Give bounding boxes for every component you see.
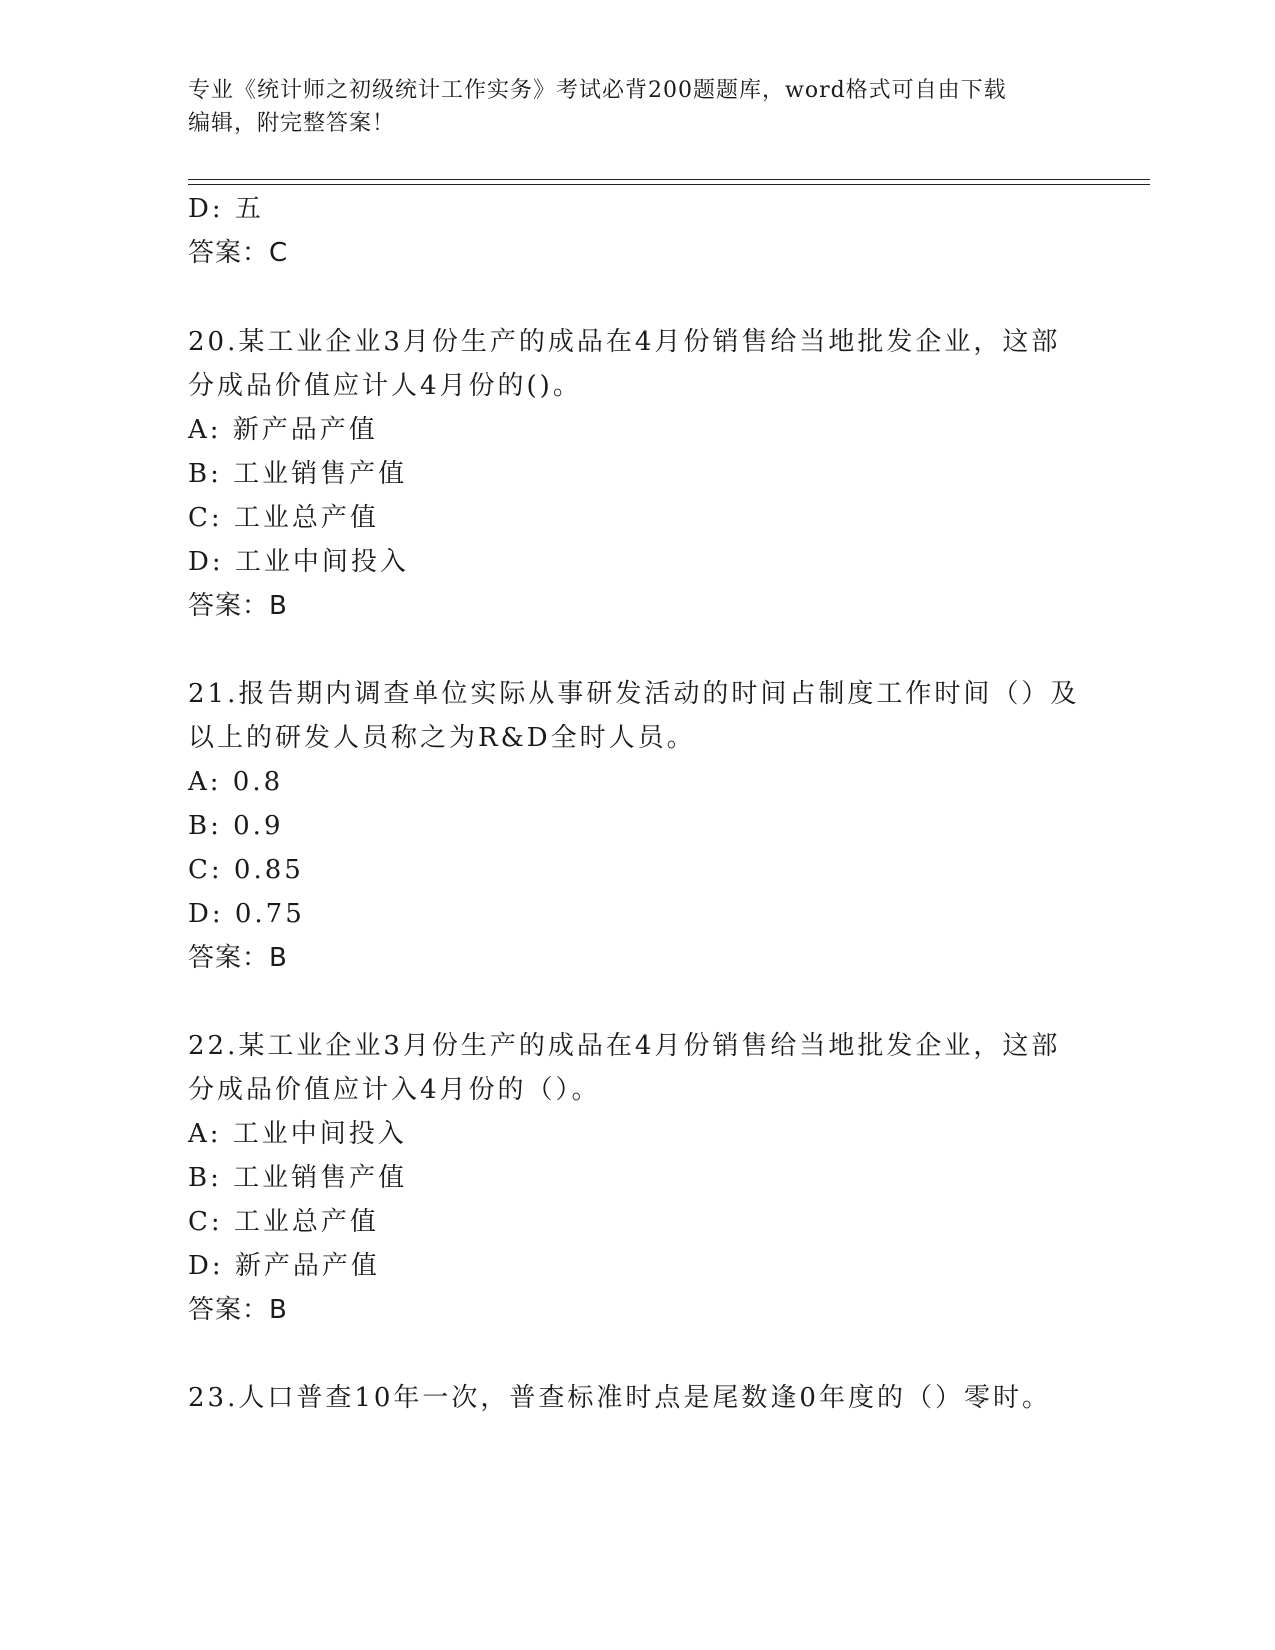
question-22-option-a: A: 工业中间投入 <box>188 1119 407 1149</box>
question-21-option-a: A: 0.8 <box>188 767 284 797</box>
question-22-option-d: D: 新产品产值 <box>188 1251 380 1281</box>
question-21-option-b: B: 0.9 <box>188 811 284 841</box>
question-21-option-c: C: 0.85 <box>188 855 304 885</box>
question-20-answer: 答案：B <box>188 591 288 621</box>
question-20-line-2: 分成品价值应计人4月份的()。 <box>188 371 582 401</box>
question-22-option-b: B: 工业销售产值 <box>188 1163 408 1193</box>
question-21-line-2: 以上的研发人员称之为R&D全时人员。 <box>188 723 696 753</box>
header-divider-bottom <box>188 184 1150 185</box>
header-line-1: 专业《统计师之初级统计工作实务》考试必背200题题库，word格式可自由下载 <box>188 78 1007 103</box>
prev-option-d: D: 五 <box>188 194 264 224</box>
question-20-option-a: A: 新产品产值 <box>188 415 378 445</box>
document-header <box>188 74 1088 140</box>
question-21-answer: 答案：B <box>188 943 288 973</box>
header-divider-top <box>188 179 1150 180</box>
question-21-line-1: 21.报告期内调查单位实际从事研发活动的时间占制度工作时间（）及 <box>188 679 1080 709</box>
question-22-option-c: C: 工业总产值 <box>188 1207 379 1237</box>
prev-answer: 答案：C <box>188 238 289 268</box>
question-22-line-2: 分成品价值应计入4月份的（）。 <box>188 1075 601 1105</box>
question-20-option-c: C: 工业总产值 <box>188 503 379 533</box>
question-20-option-d: D: 工业中间投入 <box>188 547 409 577</box>
question-23-line-1: 23.人口普查10年一次，普查标准时点是尾数逢0年度的（）零时。 <box>188 1383 1051 1413</box>
question-22-answer: 答案：B <box>188 1295 288 1325</box>
question-20-option-b: B: 工业销售产值 <box>188 459 408 489</box>
question-20-line-1: 20.某工业企业3月份生产的成品在4月份销售给当地批发企业，这部 <box>188 327 1061 357</box>
header-line-2: 编辑，附完整答案！ <box>188 111 396 136</box>
question-22-line-1: 22.某工业企业3月份生产的成品在4月份销售给当地批发企业，这部 <box>188 1031 1061 1061</box>
question-21-option-d: D: 0.75 <box>188 899 305 929</box>
